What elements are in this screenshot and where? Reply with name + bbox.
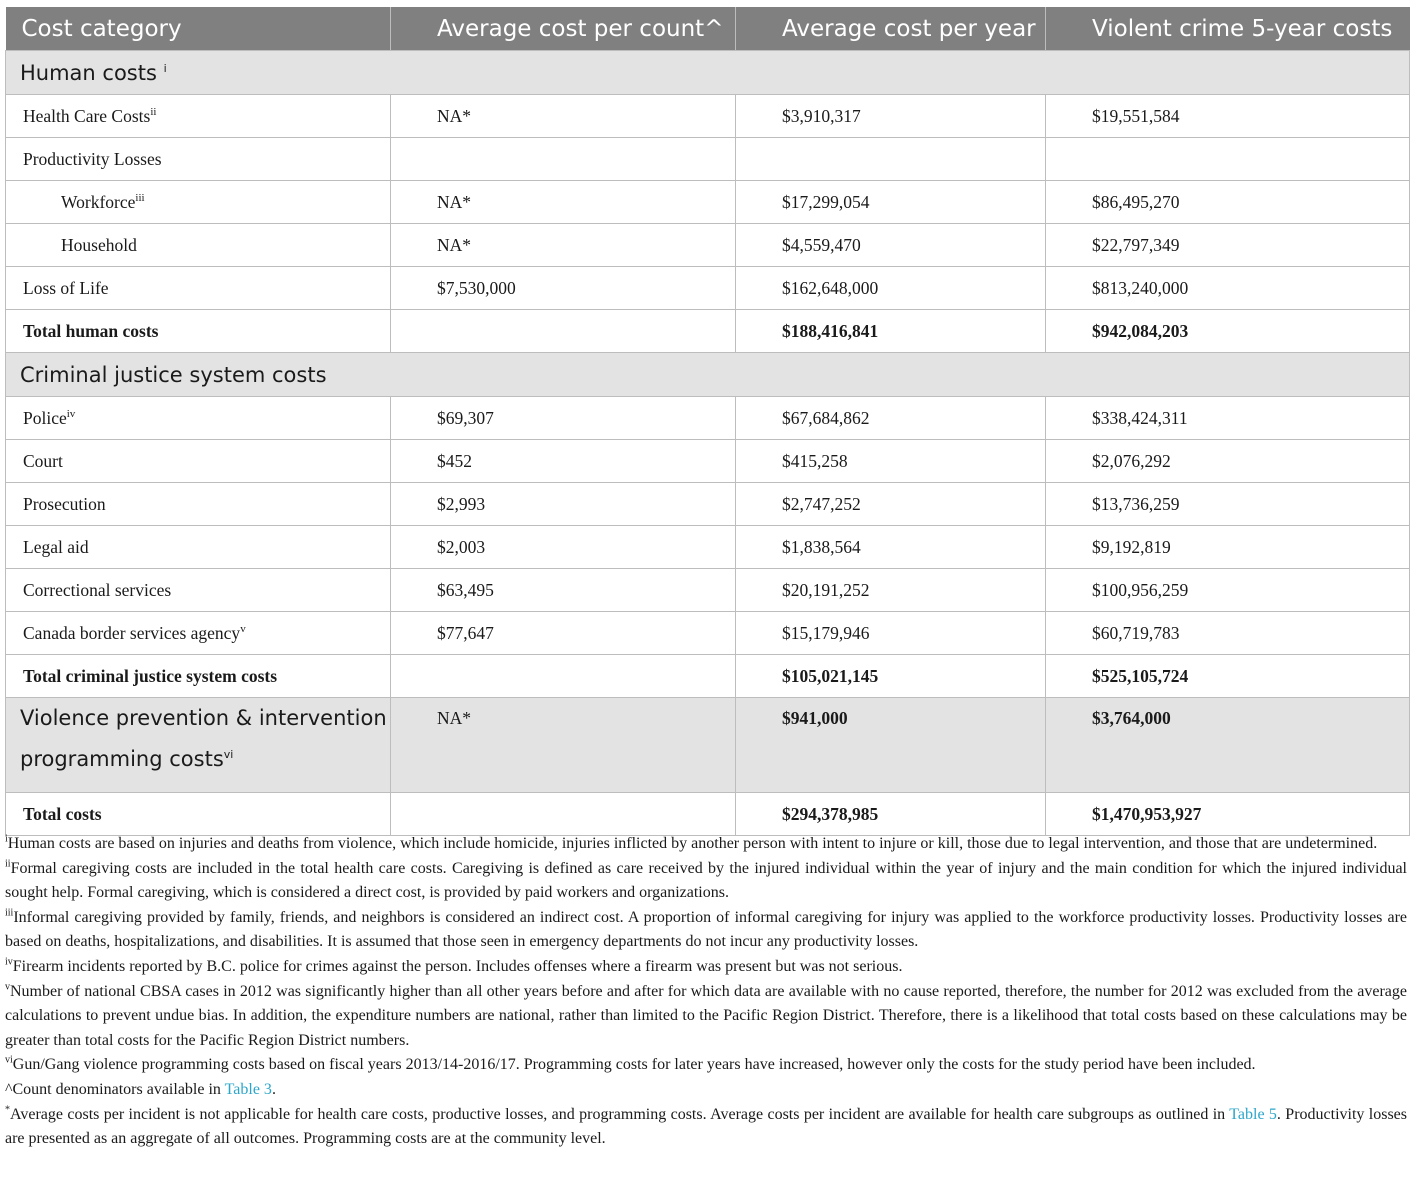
per-year-cell: $294,378,985 bbox=[736, 793, 1046, 836]
five-year-cell: $942,084,203 bbox=[1046, 310, 1410, 353]
table-row bbox=[6, 95, 1410, 138]
grand-total-row bbox=[6, 793, 1410, 836]
per-count-cell: $77,647 bbox=[391, 612, 736, 655]
five-year-cell: $2,076,292 bbox=[1046, 440, 1410, 483]
per-year-cell bbox=[736, 138, 1046, 181]
per-count-cell: NA* bbox=[391, 224, 736, 267]
per-year-cell: $3,910,317 bbox=[736, 95, 1046, 138]
header-average-cost-per-year: Average cost per year bbox=[736, 7, 1046, 51]
per-year-cell: $67,684,862 bbox=[736, 397, 1046, 440]
per-count-cell: $2,003 bbox=[391, 526, 736, 569]
section-label: Human costs $^i$ bbox=[6, 51, 1410, 95]
footnote-star: *Average costs per incident is not applicable for health care costs, productive losses, and programming costs. Average costs per incident are available for health care subgroups as outlined in Table 5. Productivity losses are presented as an aggregate of all outcomes. Programming costs are at the community level. bbox=[5, 1104, 1407, 1148]
table-row bbox=[6, 526, 1410, 569]
header-five-year-costs: Violent crime 5-year costs bbox=[1046, 7, 1410, 51]
table-row bbox=[6, 440, 1410, 483]
per-count-cell: NA* bbox=[391, 698, 736, 793]
per-year-cell: $15,179,946 bbox=[736, 612, 1046, 655]
row-label: Productivity Losses bbox=[6, 138, 391, 181]
row-label: Court bbox=[6, 440, 391, 483]
five-year-cell: $525,105,724 bbox=[1046, 655, 1410, 698]
five-year-cell: $813,240,000 bbox=[1046, 267, 1410, 310]
table-row bbox=[6, 138, 1410, 181]
per-count-cell bbox=[391, 310, 736, 353]
table-row bbox=[6, 181, 1410, 224]
per-year-cell: $2,747,252 bbox=[736, 483, 1046, 526]
table-row bbox=[6, 224, 1410, 267]
five-year-cell: $86,495,270 bbox=[1046, 181, 1410, 224]
five-year-cell: $100,956,259 bbox=[1046, 569, 1410, 612]
violence-prevention-row bbox=[6, 698, 1410, 793]
per-count-cell bbox=[391, 793, 736, 836]
row-label: Canada border services agency$^v$ bbox=[6, 612, 391, 655]
footnote-vi: $^{vi}$Gun/Gang violence programming costs based on fiscal years 2013/14-2016/17. Programming costs for later years have increased, however only the costs for the study period have been included. bbox=[5, 1055, 1256, 1074]
row-label: Total costs bbox=[6, 793, 391, 836]
footnote-v: $^v$Number of national CBSA cases in 2012 was significantly higher than all other years before and after for which data are available with no cause reported, therefore, the number for 2012 was excluded from the average calculations to prevent undue bias. In addition, the expenditure numbers are national, rather than limited to the Pacific Region District. Therefore, there is a likelihood that total costs based on these calculations may be greater than total costs for the Pacific Region District numbers. bbox=[5, 981, 1407, 1049]
per-count-cell: $7,530,000 bbox=[391, 267, 736, 310]
per-count-cell: $63,495 bbox=[391, 569, 736, 612]
table-row bbox=[6, 569, 1410, 612]
section-label: Criminal justice system costs bbox=[6, 353, 1410, 397]
per-year-cell: $941,000 bbox=[736, 698, 1046, 793]
footnote-i: $^i$Human costs are based on injuries and deaths from violence, which include homicide, injuries inflicted by another person with intent to injure or kill, those due to legal intervention, and those that are undetermined. bbox=[5, 833, 1378, 852]
header-cost-category: Cost category bbox=[6, 7, 391, 51]
table-row bbox=[6, 483, 1410, 526]
per-year-cell: $415,258 bbox=[736, 440, 1046, 483]
row-label: Total human costs bbox=[6, 310, 391, 353]
row-label: Loss of Life bbox=[6, 267, 391, 310]
row-label: Legal aid bbox=[6, 526, 391, 569]
row-label: Total criminal justice system costs bbox=[6, 655, 391, 698]
five-year-cell: $19,551,584 bbox=[1046, 95, 1410, 138]
per-year-cell: $188,416,841 bbox=[736, 310, 1046, 353]
table-header-row bbox=[6, 7, 1410, 51]
footnote-iv: $^{iv}$Firearm incidents reported by B.C. police for crimes against the person. Includes offenses where a firearm was present but was not serious. bbox=[5, 956, 903, 975]
five-year-cell: $13,736,259 bbox=[1046, 483, 1410, 526]
per-count-cell: NA* bbox=[391, 181, 736, 224]
footnote-ii: $^{ii}$Formal caregiving costs are included in the total health care costs. Caregiving is defined as care received by the injured individual within the year of injury and the main condition for which the injured individual sought help. Formal caregiving, which is considered a direct cost, is provided by paid workers and organizations. bbox=[5, 858, 1407, 902]
per-count-cell: $69,307 bbox=[391, 397, 736, 440]
row-label: Correctional services bbox=[6, 569, 391, 612]
table-row bbox=[6, 612, 1410, 655]
per-year-cell: $4,559,470 bbox=[736, 224, 1046, 267]
table-5-link[interactable]: Table 5 bbox=[1229, 1105, 1277, 1123]
per-count-cell bbox=[391, 138, 736, 181]
total-criminal-justice-row bbox=[6, 655, 1410, 698]
five-year-cell: $3,764,000 bbox=[1046, 698, 1410, 793]
cost-table bbox=[5, 7, 1410, 836]
row-label: Violence prevention & intervention programming costs$^{vi}$ bbox=[6, 698, 391, 793]
row-label: Health Care Costs$^{ii}$ bbox=[6, 95, 391, 138]
five-year-cell: $1,470,953,927 bbox=[1046, 793, 1410, 836]
per-count-cell: $452 bbox=[391, 440, 736, 483]
per-count-cell: $2,993 bbox=[391, 483, 736, 526]
per-year-cell: $105,021,145 bbox=[736, 655, 1046, 698]
per-year-cell: $17,299,054 bbox=[736, 181, 1046, 224]
per-year-cell: $162,648,000 bbox=[736, 267, 1046, 310]
row-label: Household bbox=[6, 224, 391, 267]
row-label: Workforce$^{iii}$ bbox=[6, 181, 391, 224]
table-row bbox=[6, 397, 1410, 440]
per-count-cell: NA* bbox=[391, 95, 736, 138]
footnotes bbox=[5, 832, 1407, 1152]
row-label: Police$^{iv}$ bbox=[6, 397, 391, 440]
five-year-cell bbox=[1046, 138, 1410, 181]
five-year-cell: $60,719,783 bbox=[1046, 612, 1410, 655]
table-3-link[interactable]: Table 3 bbox=[224, 1080, 272, 1098]
five-year-cell: $338,424,311 bbox=[1046, 397, 1410, 440]
section-criminal-justice-costs bbox=[6, 353, 1410, 397]
five-year-cell: $9,192,819 bbox=[1046, 526, 1410, 569]
row-label: Prosecution bbox=[6, 483, 391, 526]
table-row bbox=[6, 267, 1410, 310]
five-year-cell: $22,797,349 bbox=[1046, 224, 1410, 267]
header-average-cost-per-count: Average cost per count^ bbox=[391, 7, 736, 51]
per-year-cell: $1,838,564 bbox=[736, 526, 1046, 569]
footnote-caret: ^Count denominators available in Table 3. bbox=[5, 1080, 276, 1098]
per-count-cell bbox=[391, 655, 736, 698]
total-human-costs-row bbox=[6, 310, 1410, 353]
per-year-cell: $20,191,252 bbox=[736, 569, 1046, 612]
footnote-iii: $^{iii}$Informal caregiving provided by family, friends, and neighbors is considered an indirect cost. A proportion of informal caregiving for injury was applied to the workforce productivity losses. Productivity losses are based on deaths, hospitalizations, and disabilities. It is assumed that those seen in emergency departments do not incur any productivity losses. bbox=[5, 907, 1407, 951]
section-human-costs bbox=[6, 51, 1410, 95]
